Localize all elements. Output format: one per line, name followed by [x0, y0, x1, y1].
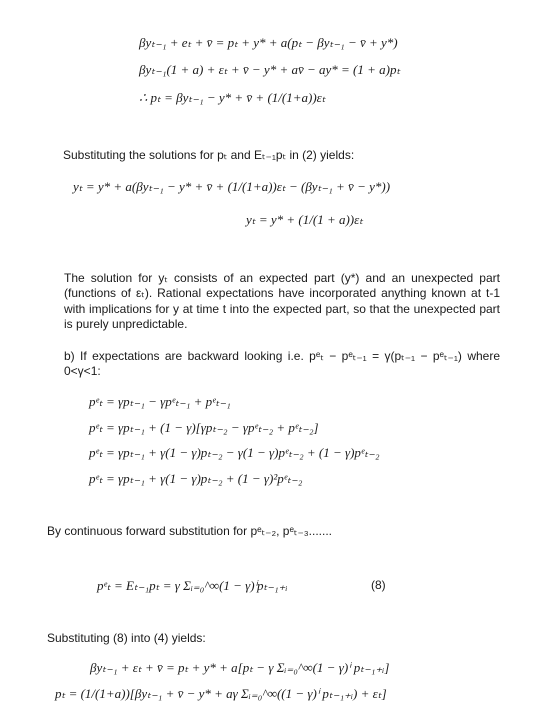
- equation-7: pᵉₜ = γpₜ₋₁ + (1 − γ)[γpₜ₋₂ − γpᵉₜ₋₂ + pᵉₜ₋₂]: [89, 420, 319, 435]
- equation-11: βyₜ₋₁ + εₜ + v̄ = pₜ + y* + a[pₜ − γ Σᵢ₌₀^∞(1 − γ)ⁱ pₜ₋₁₊ᵢ]: [90, 660, 390, 675]
- equation-1: βyₜ₋₁ + eₜ + v̄ = pₜ + y* + a(pₜ − βyₜ₋₁ − v̄ + y*): [139, 35, 398, 50]
- equation-6: pᵉₜ = γpₜ₋₁ − γpᵉₜ₋₁ + pᵉₜ₋₁: [89, 394, 231, 409]
- text-substituting-solutions: Substituting the solutions for pₜ and Eₜ₋₁pₜ in (2) yields:: [63, 148, 355, 162]
- equation-10: pᵉₜ = Eₜ₋₁pₜ = γ Σᵢ₌₀^∞(1 − γ)ⁱpₜ₋₁₊ᵢ: [97, 578, 288, 593]
- equation-2: βyₜ₋₁(1 + a) + εₜ + v̄ − y* + av̄ − ay* = (1 + a)pₜ: [139, 62, 401, 77]
- equation-3: ∴ pₜ = βyₜ₋₁ − y* + v̄ + (1/(1+a))εₜ: [139, 90, 326, 105]
- paragraph-solution: The solution for yₜ consists of an expected part (y*) and an unexpected part (functions of εₜ). Rational expectations have incorporated anything known at t-1 with implications for y at time t into the expected part, so that the unexpected part is purely unpredictable.: [64, 271, 500, 332]
- equation-8: pᵉₜ = γpₜ₋₁ + γ(1 − γ)pₜ₋₂ − γ(1 − γ)pᵉₜ₋₂ + (1 − γ)pᵉₜ₋₂: [89, 445, 380, 460]
- text-continuous-substitution: By continuous forward substitution for pᵉₜ₋₂, pᵉₜ₋₃.......: [47, 524, 332, 538]
- equation-number-8: (8): [371, 578, 386, 592]
- equation-4: yₜ = y* + a(βyₜ₋₁ − y* + v̄ + (1/(1+a))εₜ − (βyₜ₋₁ + v̄ − y*)): [73, 179, 391, 194]
- equation-9: pᵉₜ = γpₜ₋₁ + γ(1 − γ)pₜ₋₂ + (1 − γ)²pᵉₜ₋₂: [89, 471, 303, 486]
- equation-12: pₜ = (1/(1+a))[βyₜ₋₁ + v̄ − y* + aγ Σᵢ₌₀^∞((1 − γ)ⁱ pₜ₋₁₊ᵢ) + εₜ]: [55, 686, 387, 701]
- equation-5: yₜ = y* + (1/(1 + a))εₜ: [246, 212, 364, 227]
- text-substituting-8-into-4: Substituting (8) into (4) yields:: [47, 631, 206, 645]
- paragraph-part-b: b) If expectations are backward looking i.e. pᵉₜ − pᵉₜ₋₁ = γ(pₜ₋₁ − pᵉₜ₋₁) where 0<γ<1:: [64, 349, 500, 379]
